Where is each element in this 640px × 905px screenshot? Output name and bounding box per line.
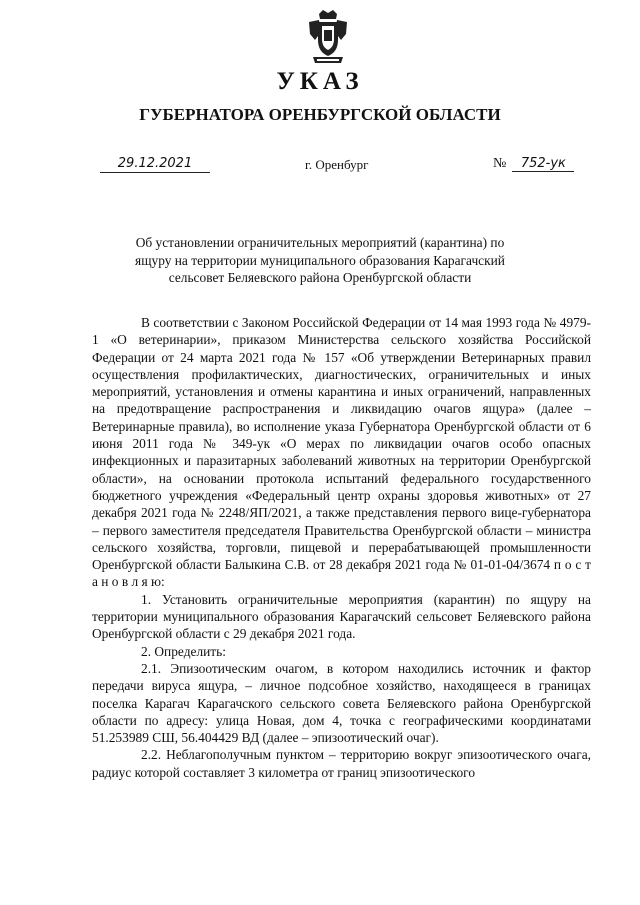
- paragraph-item-2: 2. Определить:: [141, 643, 226, 659]
- document-title: УКАЗ: [276, 68, 364, 95]
- paragraph-preamble: В соответствии с Законом Российской Федерации от 14 мая 1993 года № 4979-1 «О ветеринарии», приказом Министерства сельского хозяйства Российской Федерации от 24 марта 2021 года № 157 «Об утверждении Ветеринарных правил осуществления профилактических, диагностических, ограничительных и иных мероприятий, установления и отмены карантина и иных ограничений, направленных на предотвращение распространения и ликвидацию очагов ящура» (далее – Ветеринарные правила), во исполнение указа Губернатора Оренбургской области от 6 июня 2011 года № 349-ук «О мерах по ликвидации очагов особо опасных инфекционных и паразитарных заболеваний животных на территории Оренбургской области», на основании протокола испытаний федерального государственного бюджетного учреждения «Федеральный центр охраны здоровья животных» от 27 декабря 2021 года № 2248/ЯП/2021, а также представления первого вице-губернатора – первого заместителя председателя Правительства Оренбургской области – министра сельского хозяйства, торговли, пищевой и перерабатывающей промышленности Оренбургской области Балыкина С.В. от 28 декабря 2021 года № 01-01-04/3674 п о с т а н о в л я ю:: [92, 315, 591, 590]
- paragraph-item-2-2: 2.2. Неблагополучным пунктом – территорию вокруг эпизоотического очага, радиус которой составляет 3 километра от границ эпизоотического: [92, 747, 591, 780]
- decree-date: 29.12.2021: [100, 156, 210, 173]
- decree-number-block: [493, 155, 574, 172]
- decree-city: г. Оренбург: [305, 157, 369, 172]
- paragraph-item-1: 1. Установить ограничительные мероприятия (карантин) по ящуру на территории муниципального образования Карагачский сельсовет Беляевского района Оренбургской области с 29 декабря 2021 года.: [92, 591, 591, 642]
- decree-number: 752-ук: [512, 156, 574, 172]
- coat-of-arms-emblem: [307, 10, 349, 64]
- issuer-title: ГУБЕРНАТОРА ОРЕНБУРГСКОЙ ОБЛАСТИ: [139, 105, 501, 124]
- number-sign: №: [493, 156, 507, 171]
- decree-subject: Об установлении ограничительных мероприятий (карантина) по ящуру на территории муниципального образования Карагачский сельсовет Беляевского района Оренбургской области: [135, 235, 505, 285]
- decree-body: [92, 314, 591, 781]
- paragraph-item-2-1: 2.1. Эпизоотическим очагом, в котором находились источник и фактор передачи вируса ящура, – личное подсобное хозяйство, находящееся в границах поселка Карагач Карагачского сельского совета Беляевского района Оренбургской области по адресу: улица Новая, дом 4, точка с географическими координатами 51.253989 СШ, 56.404429 ВД (далее – эпизоотический очаг).: [92, 660, 591, 746]
